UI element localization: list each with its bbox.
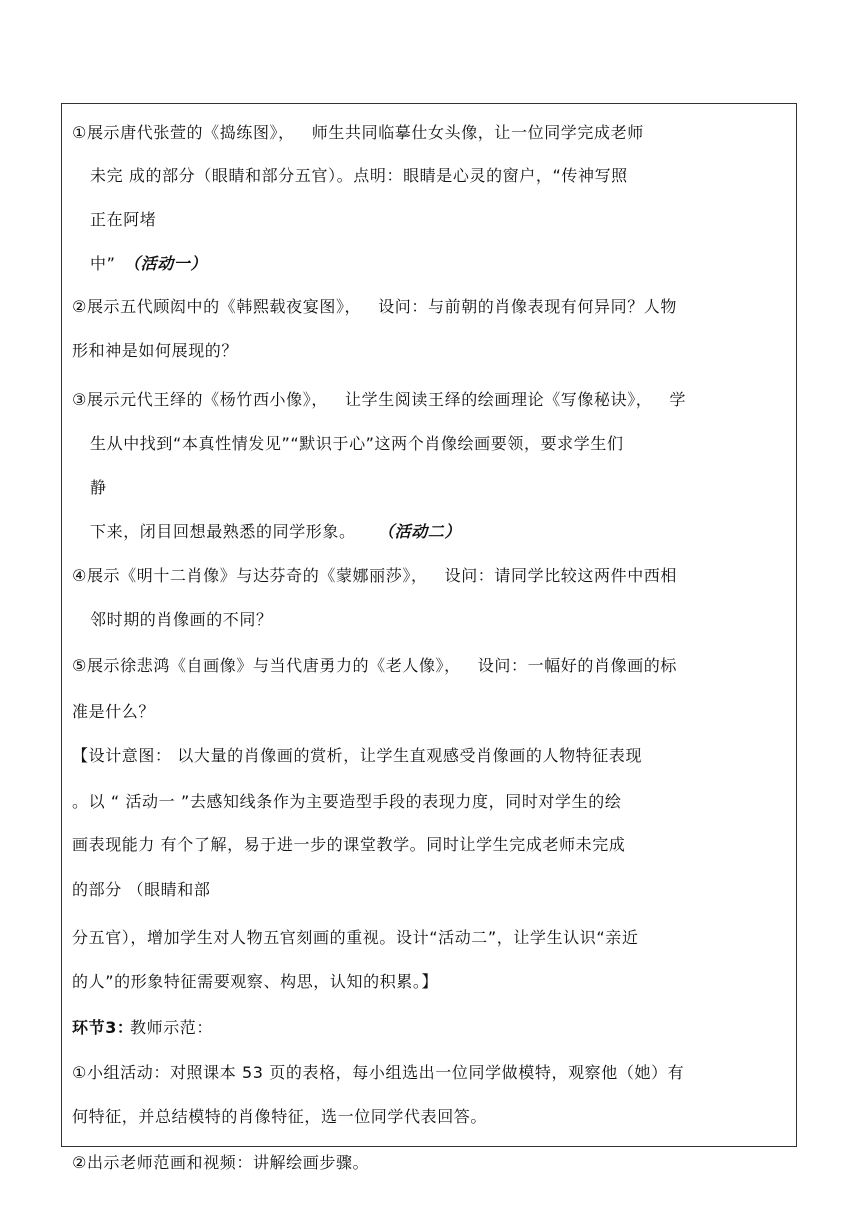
design-intent-line: 分五官），增加学生对人物五官刻画的重视。设计“活动二”，让学生认识“亲近 — [72, 928, 639, 947]
paragraph-line: 生从中找到“本真性情发见”“默识于心”这两个肖像绘画要领，要求学生们 — [90, 434, 624, 453]
paragraph-line: ③展示元代王绎的《杨竹西小像》， 让学生阅读王绎的绘画理论《写像秘诀》， 学 — [72, 390, 687, 409]
paragraph-line: 邻时期的肖像画的不同？ — [90, 610, 273, 629]
design-intent-line: 画表现能力 有个了解，易于进一步的课堂教学。同时让学生完成老师未完成 — [72, 835, 626, 854]
paragraph-line: ①小组活动：对照课本 53 页的表格，每小组选出一位同学做模特，观察他（她）有 — [72, 1063, 685, 1082]
paragraph-line: ④展示《明十二肖像》与达芬奇的《蒙娜丽莎》， 设问：请同学比较这两件中西相 — [72, 566, 678, 585]
paragraph-line: 正在阿堵 — [90, 210, 157, 229]
section-heading: 环节3： — [72, 1018, 134, 1037]
paragraph-line: ①展示唐代张萱的《捣练图》， 师生共同临摹仕女头像，让一位同学完成老师 — [72, 123, 644, 142]
paragraph-line: 何特征，并总结模特的肖像特征，选一位同学代表回答。 — [72, 1107, 488, 1126]
paragraph-line: ⑤展示徐悲鸿《自画像》与当代唐勇力的《老人像》， 设问：一幅好的肖像画的标 — [72, 656, 678, 675]
design-intent-line: 的人”的形象特征需要观察、构思，认知的积累。】 — [72, 972, 439, 991]
paragraph-line: 下来，闭目回想最熟悉的同学形象。 — [90, 522, 356, 541]
paragraph-line: 形和神是如何展现的？ — [72, 341, 239, 360]
paragraph-line: 准是什么？ — [72, 702, 156, 721]
activity-label: （活动一） — [124, 254, 208, 273]
design-intent-line: 。以 “ 活动一 ”去感知线条作为主要造型手段的表现力度，同时对学生的绘 — [72, 792, 622, 811]
paragraph-line: 未完 成的部分（眼睛和部分五官）。点明：眼睛是心灵的窗户，“传神写照 — [90, 166, 628, 185]
paragraph-line: 中” — [90, 254, 116, 273]
design-intent-line: 【设计意图： 以大量的肖像画的赏析，让学生直观感受肖像画的人物特征表现 — [72, 746, 643, 765]
design-intent-line: 的部分 （眼睛和部 — [72, 880, 211, 899]
activity-label: （活动二） — [378, 522, 462, 541]
section-heading-text: 教师示范： — [130, 1018, 214, 1037]
paragraph-line: 静 — [90, 478, 107, 497]
paragraph-line: ②展示五代顾闳中的《韩熙载夜宴图》， 设问：与前朝的肖像表现有何异同？人物 — [72, 297, 678, 316]
paragraph-line: ②出示老师范画和视频：讲解绘画步骤。 — [72, 1153, 370, 1172]
